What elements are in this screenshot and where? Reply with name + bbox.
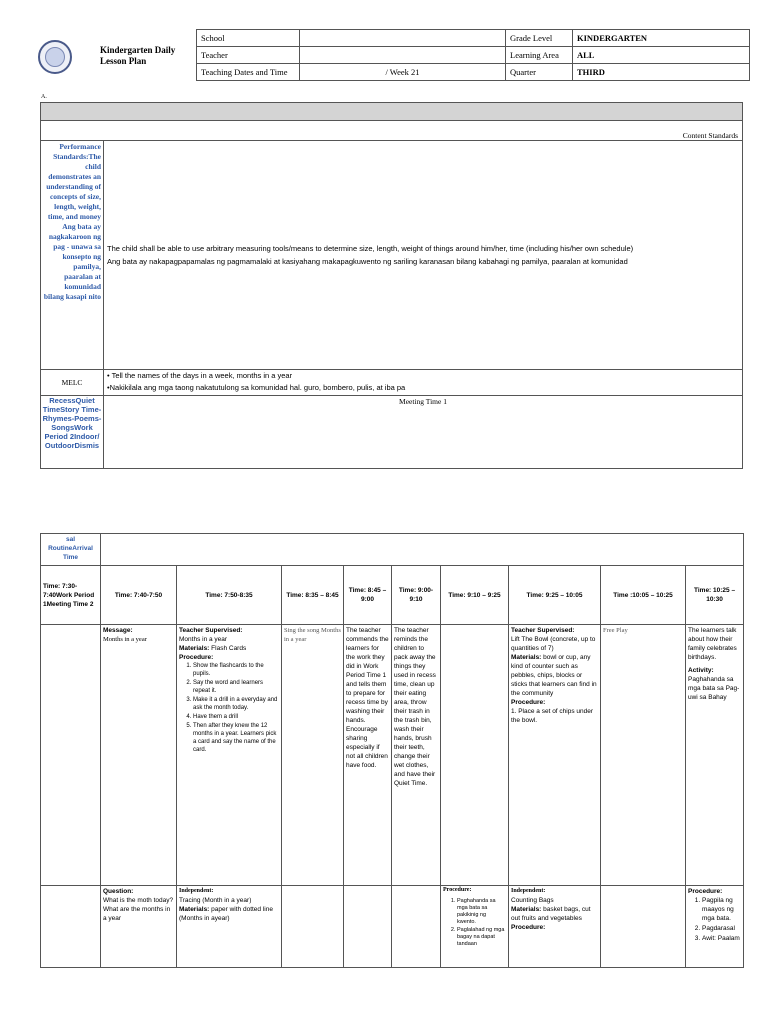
message-label: Message: <box>103 627 133 634</box>
meeting-time-label: Meeting Time 1 <box>104 396 743 469</box>
procedure-label: Procedure: <box>688 888 723 895</box>
left-time-head: Time: 7:30-7:40Work Period 1Meeting Time 2 <box>41 566 101 625</box>
procedure-label: Procedure: <box>511 924 546 931</box>
procedure-step: 3. Awit: Paalam <box>702 934 741 943</box>
time-header: Time: 9:25 – 10:05 <box>509 566 601 625</box>
quarter-value: THIRD <box>573 64 750 81</box>
time-header: Time: 8:35 – 8:45 <box>282 566 344 625</box>
row2-blank <box>282 886 344 968</box>
melc-item: • Tell the names of the days in a week, months in a year <box>107 371 293 380</box>
time-header: Time: 8:45 – 9:00 <box>344 566 392 625</box>
grade-level-label: Grade Level <box>506 30 573 47</box>
header-info-table <box>196 29 750 81</box>
learning-area-label: Learning Area <box>506 47 573 64</box>
school-label: School <box>197 30 300 47</box>
plan-title: Kindergarten Daily Lesson Plan <box>100 45 176 66</box>
materials-line: Materials: Flash Cards <box>179 645 247 652</box>
question-text: What is the moth today? What are the months in a year <box>103 897 174 922</box>
procedure-step: 5. Then after they knew the 12 months in a year. Learners pick a card and say the name of the card. <box>193 722 279 754</box>
procedure-step: 1. Paghahanda sa mga bata sa pakikinig ng kwento. <box>457 898 506 926</box>
melc-text <box>104 370 743 396</box>
counting-bags-cell <box>509 886 601 968</box>
row1-col6-blank <box>441 625 509 886</box>
row2-blank <box>601 886 686 968</box>
time-header: Time: 7:40-7:50 <box>101 566 177 625</box>
school-value <box>300 30 506 47</box>
lift-the-bowl-cell <box>509 625 601 886</box>
procedure-step: 1. Show the flashcards to the pupils. <box>193 662 279 678</box>
procedure-step: 2. Pagdarasal <box>702 924 741 933</box>
procedure-label: Procedure: <box>179 654 214 661</box>
free-play-cell: Free Play <box>601 625 686 886</box>
quarter-label: Quarter <box>506 64 573 81</box>
performance-standard-fil: Ang bata ay nakapagpapamalas ng pagmamalaki at kasiyahang makapagkuwento ng sariling karanasan bilang kabahagi ng pamilya, paaralan at komunidad <box>107 257 628 266</box>
schedule-label: RecessQuiet TimeStory Time-Rhymes-Poems-SongsWork Period 2Indoor/ OutdoorDismis <box>41 396 104 469</box>
story-procedure-cell <box>441 886 509 968</box>
procedure-step: 1. Pagpila ng maayos ng mga bata. <box>702 896 741 923</box>
teacher-supervised-text: Months in a year <box>179 636 228 643</box>
procedure-step: 2. Paglalahad ng mga bagay na dapat tandaan <box>457 927 506 948</box>
independent-text: Counting Bags <box>511 897 554 904</box>
schedule-table <box>40 533 744 968</box>
materials-line: Materials: paper with dotted line (Months in ayear) <box>179 906 273 922</box>
grade-level-value: KINDERGARTEN <box>573 30 750 47</box>
procedure-list <box>179 662 279 754</box>
recess-cell: The teacher commends the learners for the work they did in Work Period Time 1 and tells them to prepare for recess time by washing their hands. Encourage sharing especially if not all children have food. <box>344 625 392 886</box>
quiet-time-cell: The teacher reminds the children to pack away the things they used in recess time, clean up their eating area, throw their trash in the trash bin, wash their hands, brush their teeth, change their wet clothes, and have their Quiet Time. <box>392 625 441 886</box>
materials-line: Materials: bowl or cup, any kind of counter such as pebbles, chips, blocks or sticks that learners can find in the community <box>511 654 597 697</box>
birthday-cell <box>686 625 744 886</box>
row2-blank <box>344 886 392 968</box>
procedure-list <box>443 898 506 948</box>
activity-label: Activity: <box>688 667 714 674</box>
melc-label: MELC <box>41 370 104 396</box>
melc-item: •Nakikilala ang mga taong nakatutulong sa komunidad hal. guro, bombero, pulis, at iba pa <box>107 383 406 392</box>
learning-area-value: ALL <box>573 47 750 64</box>
school-seal-logo <box>38 40 72 74</box>
birthday-text: The learners talk about how their family celebrates birthdays. <box>688 627 737 661</box>
materials-line: Materials: basket bags, cut out fruits and vegetables <box>511 906 591 922</box>
independent-label: Independent: <box>179 888 214 894</box>
teacher-supervised-label: Teacher Supervised: <box>179 627 243 634</box>
teaching-dates-label: Teaching Dates and Time <box>197 64 300 81</box>
time-header: Time: 9:10 – 9:25 <box>441 566 509 625</box>
performance-standard-en: The child shall be able to use arbitrary measuring tools/means to determine size, length, weight of things around him/her, time (including his/her own schedule) <box>107 244 634 253</box>
procedure-step: 4. Have them a drill <box>193 713 279 721</box>
activity-text: Lift The Bowl (concrete, up to quantities of 7) <box>511 636 596 652</box>
teacher-label: Teacher <box>197 47 300 64</box>
song-cell: Sing the song Months in a year <box>282 625 344 886</box>
procedure-step: 1. Place a set of chips under the bowl. <box>511 708 594 724</box>
content-standards-label: Content Standards <box>41 121 743 141</box>
time-header: Time :10:05 – 10:25 <box>601 566 686 625</box>
teacher-value <box>300 47 506 64</box>
performance-standards-label: Performance Standards:The child demonstrates an understanding of concepts of size, length, weight, time, and money Ang bata ay nagkakaroon ng pag - unawa sa konsepto ng pamilya, paaralan at komunidad bilang kasapi nito <box>41 141 104 370</box>
procedure-label: Procedure: <box>443 887 472 893</box>
standards-table <box>40 102 743 469</box>
independent-cell <box>177 886 282 968</box>
row2-blank <box>41 886 101 968</box>
procedure-label: Procedure: <box>511 699 546 706</box>
header-bar <box>41 103 743 121</box>
procedure-list <box>688 896 741 943</box>
performance-standards-text <box>104 141 743 370</box>
row1-blank <box>41 625 101 886</box>
routine-blank <box>101 534 744 566</box>
section-letter: A. <box>41 94 47 100</box>
message-text: Months in a year <box>103 636 147 643</box>
teacher-supervised-cell <box>177 625 282 886</box>
row2-blank <box>392 886 441 968</box>
procedure-step: 2. Say the word and learners repeat it. <box>193 679 279 695</box>
time-header: Time: 9:00-9:10 <box>392 566 441 625</box>
dismissal-cell <box>686 886 744 968</box>
independent-label: Independent: <box>511 888 546 894</box>
question-cell <box>101 886 177 968</box>
procedure-step: 3. Make it a drill in a everyday and ask the month today. <box>193 696 279 712</box>
activity-text: Paghahanda sa mga bata sa Pag-uwi sa Bahay <box>688 676 740 701</box>
routine-label: sal RoutineArrival Time <box>41 534 101 566</box>
teaching-dates-value: / Week 21 <box>300 64 506 81</box>
independent-text: Tracing (Month in a year) <box>179 897 252 904</box>
teacher-supervised-label: Teacher Supervised: <box>511 627 575 634</box>
time-header: Time: 10:25 – 10:30 <box>686 566 744 625</box>
question-label: Question: <box>103 888 134 895</box>
message-cell <box>101 625 177 886</box>
time-header: Time: 7:50-8:35 <box>177 566 282 625</box>
